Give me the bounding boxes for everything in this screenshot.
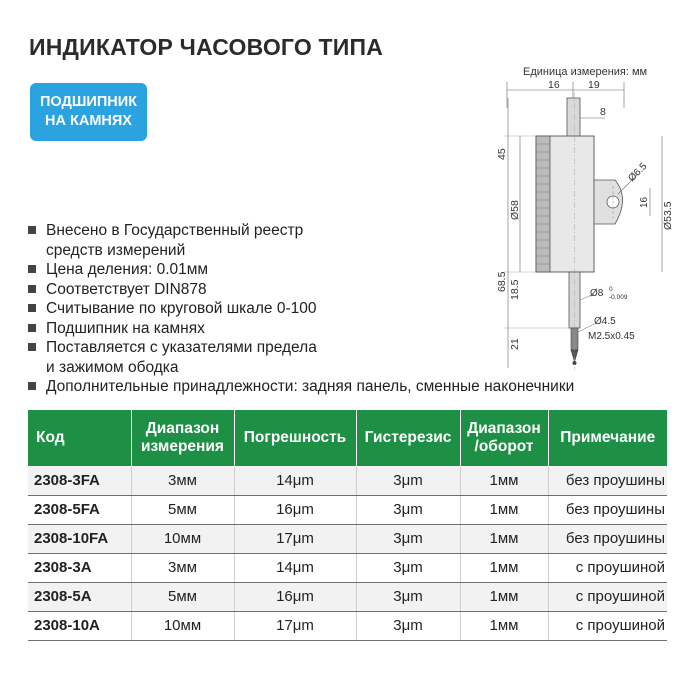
bullet-icon [28,265,36,273]
dim-m2-5: M2.5x0.45 [588,331,635,342]
table-row [28,611,667,640]
table-row [28,582,667,611]
cell-range-per-rev: 1мм [460,582,548,611]
dim-45: 45 [496,148,508,160]
cell-range-per-rev: 1мм [460,611,548,640]
dim-d53-5: Ø53.5 [662,201,674,230]
cell-code: 2308-10A [28,611,131,640]
col-range-per-rev: Диапазон /оборот [460,410,548,466]
units-label: Единица измерения: мм [523,66,648,78]
cell-range: 3мм [131,466,234,495]
dim-68-5: 68.5 [496,271,508,292]
dim-d8-tol-lower: -0.009 [609,294,628,301]
table-row [28,495,667,524]
cell-range-per-rev: 1мм [460,553,548,582]
page-title: ИНДИКАТОР ЧАСОВОГО ТИПА [29,34,384,60]
bullet-icon [28,343,36,351]
cell-code: 2308-10FA [28,524,131,553]
cell-accuracy: 14μm [234,466,356,495]
cell-range: 5мм [131,582,234,611]
badge-line-1: ПОДШИПНИК [40,94,137,110]
cell-accuracy: 14μm [234,553,356,582]
cell-note: без проушины [548,466,667,495]
cell-range-per-rev: 1мм [460,524,548,553]
cell-accuracy: 17μm [234,611,356,640]
cell-range: 10мм [131,611,234,640]
table-row [28,524,667,553]
dim-19-top: 19 [588,79,600,91]
feature-item: Считывание по круговой шкале 0-100 [28,299,668,319]
dim-21: 21 [509,338,521,350]
cell-note: без проушины [548,524,667,553]
dim-d4-5: Ø4.5 [594,316,616,327]
dim-18-5: 18.5 [509,279,521,300]
cell-note: без проушины [548,495,667,524]
dim-d58: Ø58 [509,200,521,220]
col-accuracy: Погрешность [234,410,356,466]
cell-accuracy: 17μm [234,524,356,553]
dim-d8: Ø8 [590,288,604,299]
bullet-icon [28,382,36,390]
cell-accuracy: 16μm [234,495,356,524]
table-row [28,553,667,582]
cell-code: 2308-3FA [28,466,131,495]
cell-range: 3мм [131,553,234,582]
cell-note: с проушиной [548,582,667,611]
cell-note: с проушиной [548,611,667,640]
cell-range-per-rev: 1мм [460,466,548,495]
cell-hysteresis: 3μm [356,466,460,495]
dim-d6-5: Ø6.5 [626,161,650,185]
bullet-icon [28,285,36,293]
cell-hysteresis: 3μm [356,582,460,611]
dim-16-top: 16 [548,79,560,91]
table-row [28,466,667,495]
col-code: Код [28,410,131,466]
bullet-icon [28,226,36,234]
table-header-row [28,410,667,466]
dial-indicator-drawing [490,78,680,398]
bullet-icon [28,304,36,312]
col-range: Диапазон измерения [131,410,234,466]
cell-range: 5мм [131,495,234,524]
cell-code: 2308-3A [28,553,131,582]
cell-range: 10мм [131,524,234,553]
cell-code: 2308-5FA [28,495,131,524]
cell-code: 2308-5A [28,582,131,611]
col-hysteresis: Гистерезис [356,410,460,466]
jewel-bearing-badge [30,83,147,141]
cell-hysteresis: 3μm [356,495,460,524]
feature-item: Цена деления: 0.01мм [28,260,668,280]
cell-range-per-rev: 1мм [460,495,548,524]
cell-accuracy: 16μm [234,582,356,611]
dim-8: 8 [600,106,606,118]
feature-item: Соответствует DIN878 [28,280,668,300]
feature-item: Поставляется с указателями предела и зажимом ободка [28,338,668,377]
cell-note: с проушиной [548,553,667,582]
badge-line-2: НА КАМНЯХ [45,113,132,129]
dim-d8-tol-upper: 0 [609,286,613,293]
feature-item: Внесено в Государственный реестр средств измерений [28,221,668,260]
feature-item: Подшипник на камнях [28,319,668,339]
feature-item: Дополнительные принадлежности: задняя панель, сменные наконечники [28,377,668,397]
dim-16-side: 16 [639,196,650,208]
spec-table [28,410,667,641]
col-note: Примечание [548,410,667,466]
bullet-icon [28,324,36,332]
cell-hysteresis: 3μm [356,553,460,582]
cell-hysteresis: 3μm [356,524,460,553]
cell-hysteresis: 3μm [356,611,460,640]
